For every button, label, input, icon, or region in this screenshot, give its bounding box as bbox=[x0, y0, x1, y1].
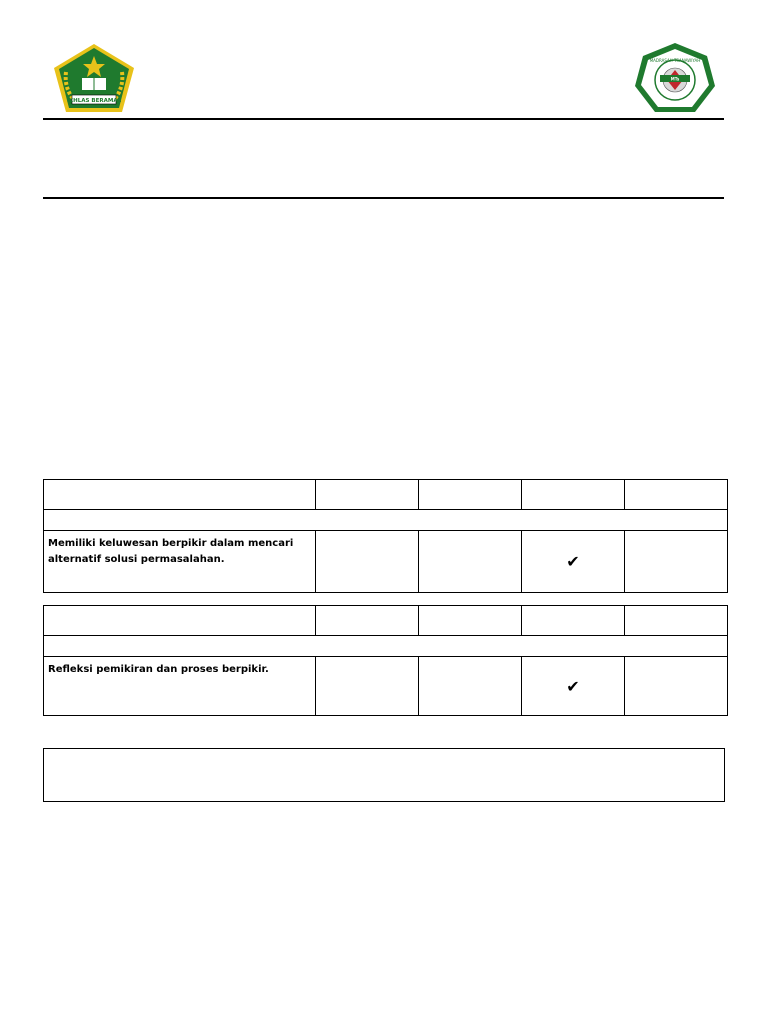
rubric-header-row bbox=[44, 480, 728, 510]
checkmark-icon: ✔ bbox=[522, 657, 625, 716]
ministry-emblem-logo bbox=[52, 42, 136, 114]
rubric-header-row bbox=[44, 606, 728, 636]
header-bottom-rule bbox=[43, 197, 724, 199]
rubric-section-row bbox=[44, 510, 728, 531]
notes-box bbox=[43, 748, 725, 802]
rubric-criterion-row bbox=[44, 657, 728, 716]
checkmark-icon: ✔ bbox=[522, 531, 625, 593]
rubric-criterion-row bbox=[44, 531, 728, 593]
rubric-table-1 bbox=[43, 479, 728, 593]
rubric-section-row bbox=[44, 636, 728, 657]
svg-text:MTs: MTs bbox=[670, 76, 680, 82]
madrasah-emblem-logo bbox=[633, 42, 717, 114]
criterion-text: Refleksi pemikiran dan proses berpikir. bbox=[48, 664, 269, 675]
svg-text:IKHLAS BERAMAL: IKHLAS BERAMAL bbox=[66, 98, 122, 104]
rubric-table-2 bbox=[43, 605, 728, 716]
header-top-rule bbox=[43, 118, 724, 120]
svg-text:MADRASAH TSANAWIYAH: MADRASAH TSANAWIYAH bbox=[649, 58, 701, 63]
criterion-text: Memiliki keluwesan berpikir dalam mencari alternatif solusi permasalahan. bbox=[48, 538, 294, 565]
